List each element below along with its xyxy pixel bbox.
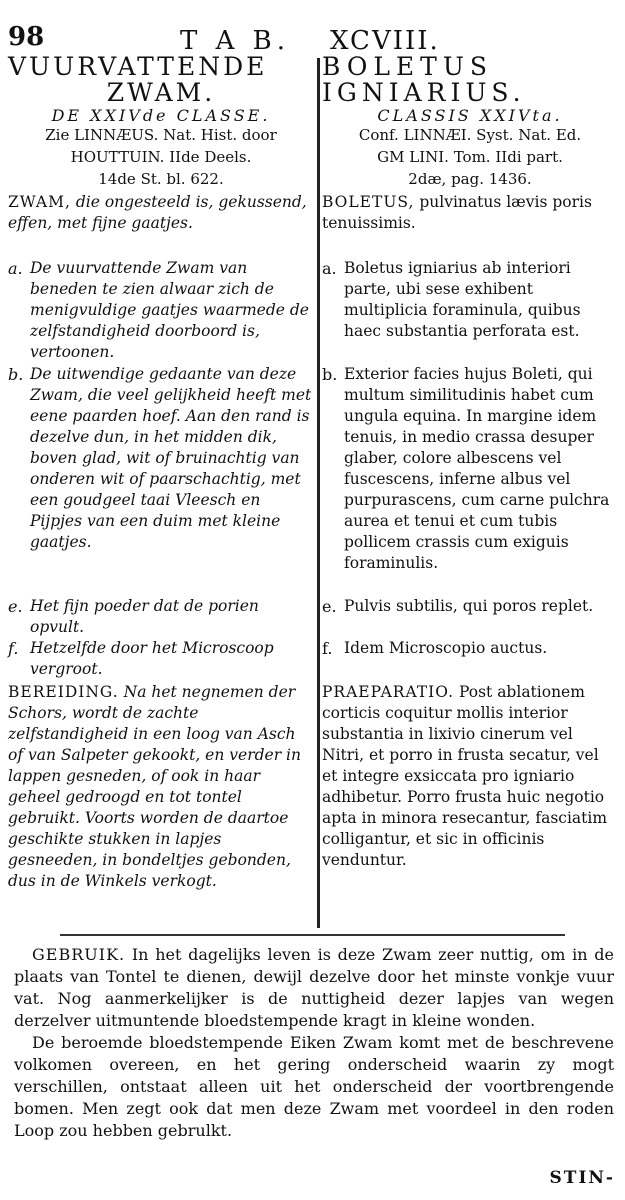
latin-item-e-text: Pulvis subtilis, qui poros replet. — [344, 597, 594, 615]
latin-reference-line1: Conf. LINNÆI. Syst. Nat. Ed. — [358, 126, 582, 144]
dutch-title-line2: ZWAM. — [106, 78, 216, 107]
latin-item-b-label: b. — [322, 365, 338, 384]
latin-item-f-text: Idem Microscopio auctus. — [344, 639, 548, 657]
dutch-item-a-label: a. — [8, 259, 23, 278]
dutch-preparation — [8, 682, 314, 892]
latin-item-b — [322, 364, 618, 574]
dutch-item-e — [8, 596, 314, 638]
latin-preparation-head: PRAEPARATIO. — [322, 683, 455, 701]
latin-item-a-label: a. — [322, 259, 337, 278]
latin-preparation — [322, 682, 618, 871]
dutch-preparation-text: Na het negnemen der Schors, wordt de zachte zelfstandigheid in een loog van Asch of van Salpeter gekookt, en verder in lappen gesneden, of ook in haar geheel gedroogd en tot tontel gebruikt. Voorts worden de daartoe geschikte stukken in lapjes gesneeden, in bondeltjes gebonden, dus in de Winkels verkogt. — [8, 683, 301, 890]
dutch-item-f-label: f. — [8, 639, 19, 658]
column-divider — [317, 58, 320, 928]
usage-head: GEBRUIK. — [32, 945, 126, 964]
latin-title-line1: BOLETUS — [322, 52, 494, 81]
usage-section — [14, 944, 614, 1142]
dutch-item-e-label: e. — [8, 597, 23, 616]
latin-item-a — [322, 258, 618, 342]
dutch-preparation-head: BEREIDING. — [8, 683, 119, 701]
latin-reference-line2: GM LINI. Tom. IIdi part. — [377, 148, 563, 166]
latin-item-e-label: e. — [322, 597, 337, 616]
oak-fungus-paragraph: De beroemde bloedstempende Eiken Zwam komt met de beschrevene volkomen overeen, en het gering onderscheid waarin zy mogt verschillen, ontstaat alleen uit het onderscheid der voortbrengende bomen. Men zegt ook dat men deze Zwam met voordeel in den roden Loop zou hebben gebrulkt. — [14, 1033, 614, 1140]
latin-reference-line3: 2dæ, pag. 1436. — [408, 170, 532, 188]
latin-preparation-text: Post ablationem corticis coquitur mollis interior substantia in lixivio cinerum vel Nitri, et porro in frusta secatur, vel et integre exsiccata pro igniario adhibetur. Porro frusta huic negotio apta in minora resecantur, fasciatim colligantur, et sic in officinis venduntur. — [322, 683, 608, 869]
dutch-item-e-text: Het fijn poeder dat de porien opvult. — [30, 597, 259, 636]
latin-intro-head: BOLETUS, — [322, 193, 415, 211]
page-number: 98 — [8, 22, 45, 52]
usage-text: In het dagelijks leven is deze Zwam zeer nuttig, om in de plaats van Tontel te dienen, dewijl dezelve door het minste vonkje vuur vat. Nog aanmerkelijker is de nuttigheid dezer lapjes van wegen derzelver uitmuntende bloedstempende kragt in kleine wonden. — [14, 945, 614, 1030]
latin-intro-text: pulvinatus lævis poris tenuissimis. — [322, 193, 592, 232]
dutch-item-a-text: De vuurvattende Zwam van beneden te zien alwaar zich de menigvuldige gaatjes waarmede de zelfstandigheid doorboord is, vertoonen. — [30, 259, 309, 361]
dutch-title-line1: VUURVATTENDE — [8, 52, 268, 81]
latin-intro — [322, 192, 618, 234]
dutch-classe: DE XXIVde CLASSE. — [51, 106, 271, 125]
dutch-item-b — [8, 364, 314, 553]
latin-title-line2: IGNIARIUS. — [322, 78, 526, 107]
section-rule — [60, 934, 565, 936]
dutch-item-b-text: De uitwendige gedaante van deze Zwam, die veel gelijkheid heeft met eene paarden hoef. Aan den rand is dezelve dun, in het midden dik, boven glad, wit of bruinachtig van onderen wit of paarschachtig, met een goudgeel taai Vleesch en Pijpjes van een duim met kleine gaatjes. — [30, 365, 312, 551]
dutch-item-f — [8, 638, 314, 680]
latin-item-e — [322, 596, 618, 617]
latin-item-f — [322, 638, 618, 659]
latin-item-f-label: f. — [322, 639, 333, 658]
latin-item-b-text: Exterior facies hujus Boleti, qui multum similitudinis habet cum ungula equina. In margine idem tenuis, in medio crassa desuper glaber, colore albescens vel fuscescens, inferne albus vel purpurascens, cum carne pulchra aurea et tenui et cum tubis pollicem crassis cum exiguis foraminulis. — [344, 365, 610, 572]
dutch-reference-line3: 14de St. bl. 622. — [98, 170, 224, 188]
dutch-item-a — [8, 258, 314, 363]
catchword: STIN- — [549, 1168, 615, 1188]
latin-classis: CLASSIS XXIVta. — [377, 106, 563, 125]
latin-item-a-text: Boletus igniarius ab interiori parte, ubi sese exhibent multiplicia foraminula, quibus haec substantia perforata est. — [344, 259, 581, 340]
usage-paragraph — [14, 944, 614, 1032]
tab-heading: T A B. — [180, 26, 291, 56]
dutch-reference-line1: Zie LINNÆUS. Nat. Hist. door — [45, 126, 277, 144]
dutch-item-f-text: Hetzelfde door het Microscoop vergroot. — [30, 639, 274, 678]
tab-roman-numeral: XCVIII. — [330, 26, 440, 56]
dutch-reference-line2: HOUTTUIN. IIde Deels. — [70, 148, 252, 166]
dutch-intro — [8, 192, 314, 234]
dutch-item-b-label: b. — [8, 365, 24, 384]
dutch-intro-text: die ongesteeld is, gekussend, effen, met fijne gaatjes. — [8, 193, 307, 232]
dutch-intro-head: ZWAM, — [8, 193, 71, 211]
